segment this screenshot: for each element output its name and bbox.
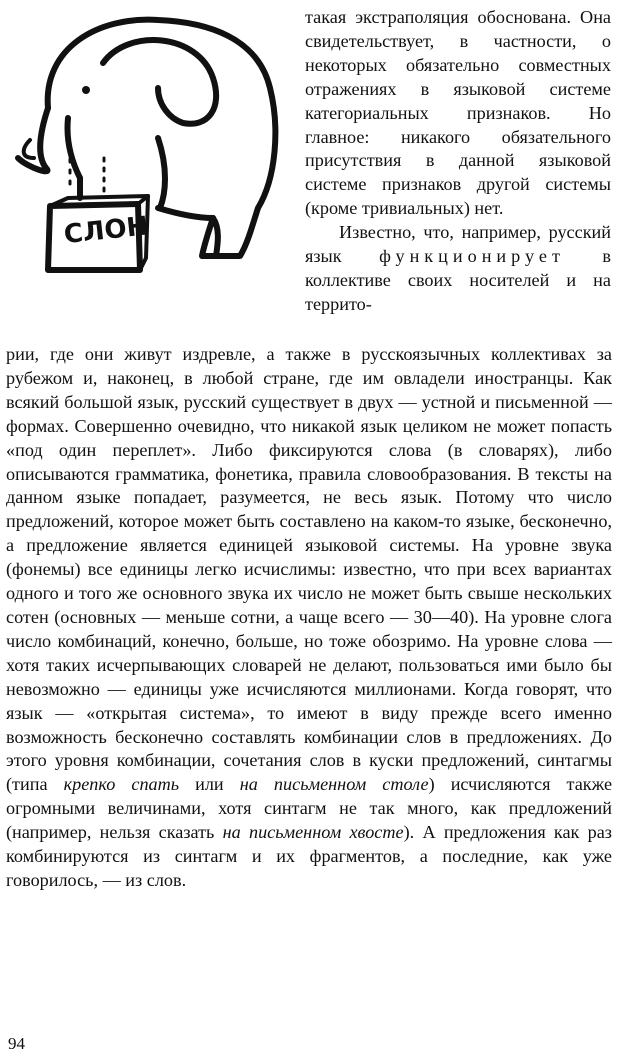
- after-example-2: ) исчисляются также огромными величинами, хотя синтагм не так много, как предложений (например, нельзя сказать: [6, 774, 613, 843]
- example-2: на письменном столе: [239, 774, 429, 795]
- paragraph-2-continued: [6, 343, 612, 893]
- spaced-word: функционирует: [379, 246, 565, 267]
- paragraph-1: такая экстраполяция обоснована. Она свидетельствует, в частности, о некоторых обязательно совместных отражениях в языковой системе категориальных признаков. Но главное: никакого обязательного присутствия в данной языковой системе признаков другой системы (кроме тривиальных) нет.: [305, 7, 611, 219]
- sign-text: СЛОН: [62, 211, 150, 251]
- conjunction: или: [195, 774, 224, 795]
- elephant-illustration: [8, 8, 298, 278]
- example-3: на письменном хвосте: [222, 822, 404, 843]
- paragraph-end: ). А предложения как раз комбинируются из синтагм и их фрагментов, а последние, как уже говорилось, — из слов.: [6, 822, 612, 890]
- example-1: крепко спать: [63, 774, 180, 795]
- elephant-drawing: [8, 8, 298, 278]
- paragraph-2-rest: рии, где они живут издревле, а также в русскоязычных коллективах за рубежом и, наконец, в любой стране, где им овладели иностранцы. Как всякий большой язык, русский существует в двух — устной и письменной — формах. Совершенно очевидно, что никакой язык целиком не может попасть «под один переплет». Либо фиксируются слова (в словарях), либо описываются грамматика, фонетика, правила словообразования. В тексты на данном языке попадает, разумеется, не весь язык. Потому что число предложений, которое может быть составлено на каком-то языке, бесконечно, а предложение является единицей языковой системы. На уровне звука (фонемы) все единицы легко исчислимы: известно, что при всех вариантах одного и того же основного звука их число не может быть свыше нескольких сотен (основных — меньше сотни, а чаще всего — 30—40). На уровне слога число комбинаций, конечно, больше, но тоже обозримо. На уровне слова — хотя таких исчерпывающих словарей не делают, пользоваться ими было бы невозможно — единицы уже исчисляются миллионами. Когда говорят, что язык — «открытая система», то имеют в виду прежде всего именно возможность бесконечно составлять комбинации слов в предложениях. До этого уровня комбинации, сочетания слов в куски предложений, синтагмы (типа: [6, 344, 612, 795]
- text-full-width: [6, 343, 612, 893]
- paragraph-2-start: [305, 221, 611, 317]
- text-column-top: [305, 6, 611, 317]
- page-number: 94: [8, 1034, 25, 1053]
- paragraph-2-top: в коллективе своих носителей и на террито-: [305, 246, 612, 314]
- paragraph-2-intro: Известно, что, например, русский язык: [305, 222, 611, 267]
